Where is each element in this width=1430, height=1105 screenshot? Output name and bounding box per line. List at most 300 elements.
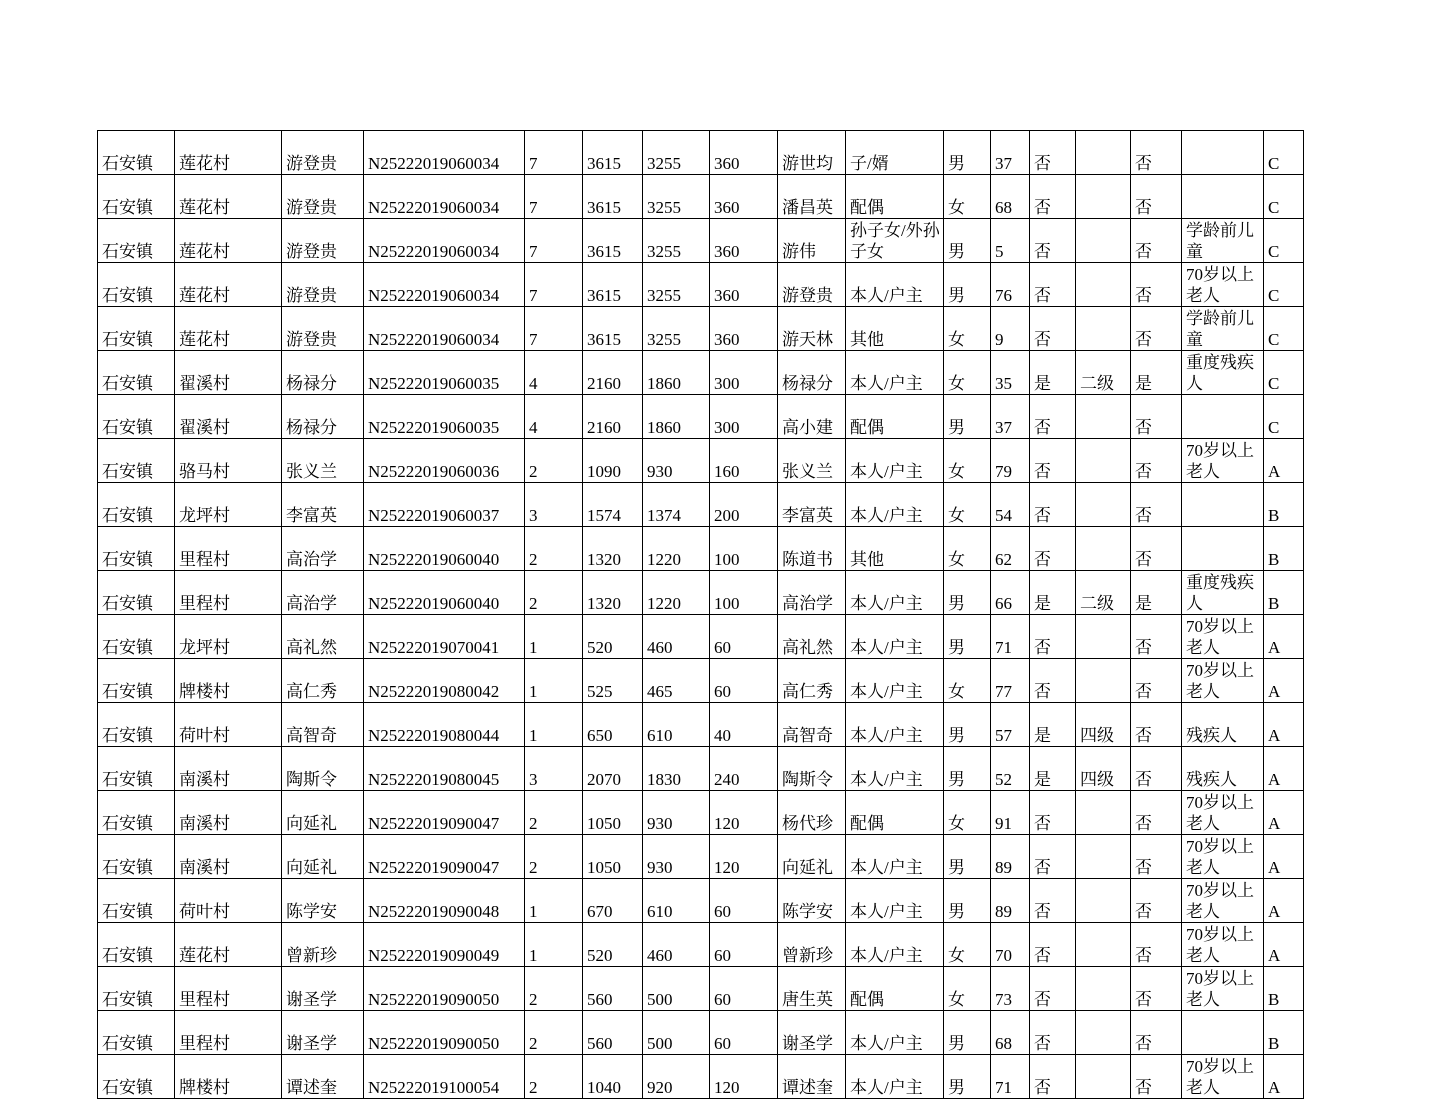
table-cell: 曾新珍 [282,923,364,967]
table-cell: 3 [525,747,583,791]
table-cell: 翟溪村 [175,351,282,395]
table-cell: 本人/户主 [846,351,944,395]
table-cell: 否 [1030,615,1076,659]
table-cell [1076,1055,1131,1099]
table-cell: 游天林 [778,307,846,351]
table-cell: 高礼然 [282,615,364,659]
table-cell [1182,1011,1264,1055]
table-cell: 否 [1131,747,1182,791]
table-cell: 2 [525,835,583,879]
table-cell: 否 [1131,703,1182,747]
table-cell: B [1264,1011,1304,1055]
table-cell: 石安镇 [98,747,175,791]
table-cell [1076,175,1131,219]
table-cell: 高礼然 [778,615,846,659]
table-cell: 2160 [583,351,643,395]
table-cell [1182,483,1264,527]
table-cell: 1040 [583,1055,643,1099]
table-cell: 89 [991,879,1030,923]
table-cell: 本人/户主 [846,703,944,747]
table-row [98,703,1304,747]
table-cell: 1050 [583,791,643,835]
table-cell: 120 [710,1055,778,1099]
table-cell: 2070 [583,747,643,791]
table-cell: 70岁以上老人 [1182,879,1264,923]
table-cell [1076,483,1131,527]
table-cell: C [1264,219,1304,263]
table-cell: N25222019090049 [364,923,525,967]
table-cell: 360 [710,131,778,175]
table-cell: B [1264,967,1304,1011]
table-cell: 游登贵 [778,263,846,307]
table-cell: 否 [1131,791,1182,835]
table-cell: 否 [1030,527,1076,571]
table-cell: 张义兰 [778,439,846,483]
table-cell [1182,395,1264,439]
table-cell: 3255 [643,263,710,307]
table-cell [1076,879,1131,923]
table-cell: 石安镇 [98,439,175,483]
table-cell: A [1264,439,1304,483]
table-cell [1076,439,1131,483]
table-cell: 高仁秀 [282,659,364,703]
table-cell: 男 [944,219,991,263]
table-cell: 120 [710,835,778,879]
table-cell: 石安镇 [98,835,175,879]
table-row [98,351,1304,395]
table-cell: 60 [710,967,778,1011]
table-cell: 1 [525,659,583,703]
table-cell: 高智奇 [778,703,846,747]
table-cell: 60 [710,879,778,923]
table-cell: 女 [944,659,991,703]
table-cell: 54 [991,483,1030,527]
table-cell: 否 [1131,1055,1182,1099]
table-cell: 2 [525,571,583,615]
table-cell: 360 [710,263,778,307]
table-cell: 男 [944,747,991,791]
table-cell: 男 [944,703,991,747]
table-cell: 否 [1131,307,1182,351]
table-cell: B [1264,527,1304,571]
table-cell: 460 [643,923,710,967]
table-cell: 920 [643,1055,710,1099]
table-cell: 3255 [643,175,710,219]
table-cell: 向延礼 [282,791,364,835]
table-cell: 女 [944,527,991,571]
table-row [98,835,1304,879]
table-cell: A [1264,1055,1304,1099]
table-cell: 本人/户主 [846,1055,944,1099]
table-cell: 否 [1030,967,1076,1011]
table-cell: 1320 [583,571,643,615]
table-cell: 配偶 [846,395,944,439]
table-cell [1076,219,1131,263]
table-cell: 四级 [1076,747,1131,791]
table-cell: B [1264,571,1304,615]
table-cell: N25222019090048 [364,879,525,923]
table-cell: 2160 [583,395,643,439]
table-cell: 莲花村 [175,263,282,307]
table-cell: 100 [710,527,778,571]
table-cell: N25222019060040 [364,527,525,571]
table-cell: 71 [991,1055,1030,1099]
table-cell: 否 [1030,483,1076,527]
table-cell: 是 [1030,571,1076,615]
table-cell: 石安镇 [98,923,175,967]
table-cell: 300 [710,351,778,395]
table-cell: 1860 [643,395,710,439]
table-cell: 68 [991,1011,1030,1055]
table-cell: 1 [525,923,583,967]
table-cell: N25222019060037 [364,483,525,527]
table-cell: 40 [710,703,778,747]
table-cell: 否 [1030,175,1076,219]
table-cell: 男 [944,615,991,659]
table-cell: A [1264,879,1304,923]
table-cell: 高治学 [282,527,364,571]
table-cell [1076,923,1131,967]
table-cell: 否 [1131,527,1182,571]
table-cell: 57 [991,703,1030,747]
table-cell: 子/婿 [846,131,944,175]
table-cell: 女 [944,791,991,835]
table-cell: 陶斯令 [778,747,846,791]
table-cell: 本人/户主 [846,879,944,923]
table-cell: 73 [991,967,1030,1011]
table-cell: C [1264,351,1304,395]
table-cell: 骆马村 [175,439,282,483]
table-cell: 高智奇 [282,703,364,747]
table-cell: 二级 [1076,571,1131,615]
table-cell: 3615 [583,175,643,219]
table-cell: 高治学 [282,571,364,615]
table-cell: 1220 [643,527,710,571]
table-cell: 男 [944,131,991,175]
table-cell: 否 [1131,923,1182,967]
table-cell: 二级 [1076,351,1131,395]
table-cell: 否 [1030,791,1076,835]
table-cell: 本人/户主 [846,659,944,703]
table-cell: 62 [991,527,1030,571]
table-cell: N25222019060040 [364,571,525,615]
table-cell: 2 [525,439,583,483]
table-cell: 本人/户主 [846,483,944,527]
table-cell: 610 [643,879,710,923]
roster-body [98,131,1304,1099]
table-cell: 3615 [583,307,643,351]
table-cell: 1830 [643,747,710,791]
table-cell: A [1264,923,1304,967]
table-cell: 女 [944,307,991,351]
table-cell: 5 [991,219,1030,263]
table-cell: 300 [710,395,778,439]
table-cell: 2 [525,1011,583,1055]
table-cell: 男 [944,395,991,439]
table-cell: 1320 [583,527,643,571]
table-cell: 游世均 [778,131,846,175]
table-cell: 4 [525,395,583,439]
table-cell: N25222019070041 [364,615,525,659]
table-cell: N25222019080044 [364,703,525,747]
table-cell: 石安镇 [98,263,175,307]
table-cell: 男 [944,263,991,307]
table-cell: 是 [1131,571,1182,615]
table-cell: 60 [710,615,778,659]
table-cell: 杨禄分 [282,395,364,439]
table-cell: 76 [991,263,1030,307]
table-cell: A [1264,747,1304,791]
table-cell [1182,131,1264,175]
table-cell: 重度残疾人 [1182,571,1264,615]
table-cell: 1 [525,703,583,747]
table-cell: 1860 [643,351,710,395]
table-cell: A [1264,615,1304,659]
table-cell: 男 [944,1055,991,1099]
table-row [98,967,1304,1011]
table-cell: 陶斯令 [282,747,364,791]
table-cell: 学龄前儿童 [1182,219,1264,263]
table-cell: 本人/户主 [846,835,944,879]
table-cell: N25222019100054 [364,1055,525,1099]
table-cell: N25222019060036 [364,439,525,483]
table-cell: 70岁以上老人 [1182,615,1264,659]
table-cell: 石安镇 [98,219,175,263]
table-cell: 3255 [643,219,710,263]
table-cell: 否 [1131,1011,1182,1055]
table-cell: 37 [991,395,1030,439]
table-cell: N25222019060034 [364,263,525,307]
table-cell: 160 [710,439,778,483]
table-cell: N25222019090050 [364,967,525,1011]
table-cell: 石安镇 [98,1011,175,1055]
table-cell: 60 [710,659,778,703]
table-cell: N25222019060035 [364,395,525,439]
table-cell: 60 [710,1011,778,1055]
table-cell: 否 [1131,615,1182,659]
table-cell: 女 [944,923,991,967]
table-cell: 龙坪村 [175,615,282,659]
table-cell: 70岁以上老人 [1182,835,1264,879]
table-cell: 牌楼村 [175,1055,282,1099]
table-cell: 是 [1030,351,1076,395]
table-cell: 否 [1131,395,1182,439]
table-cell: 配偶 [846,791,944,835]
table-cell: C [1264,131,1304,175]
table-cell: 杨禄分 [282,351,364,395]
table-cell: 60 [710,923,778,967]
table-cell: 70 [991,923,1030,967]
table-row [98,791,1304,835]
table-cell: 陈道书 [778,527,846,571]
table-cell: 向延礼 [778,835,846,879]
table-cell: 莲花村 [175,131,282,175]
table-cell: 2 [525,791,583,835]
table-cell [1182,527,1264,571]
table-cell: 610 [643,703,710,747]
table-cell: 男 [944,1011,991,1055]
table-cell: 否 [1131,175,1182,219]
table-cell: 7 [525,131,583,175]
table-cell: N25222019060034 [364,307,525,351]
table-cell: 否 [1030,923,1076,967]
table-cell: 2 [525,1055,583,1099]
table-cell: 其他 [846,527,944,571]
table-cell [1076,659,1131,703]
table-cell: 荷叶村 [175,703,282,747]
table-cell: 9 [991,307,1030,351]
table-cell [1076,1011,1131,1055]
table-cell: 牌楼村 [175,659,282,703]
table-cell: 本人/户主 [846,923,944,967]
table-cell: 7 [525,219,583,263]
table-cell: 莲花村 [175,923,282,967]
table-cell: 7 [525,263,583,307]
table-cell: 李富英 [282,483,364,527]
table-cell: 否 [1030,395,1076,439]
table-cell: 残疾人 [1182,703,1264,747]
table-cell: 里程村 [175,527,282,571]
table-cell: 本人/户主 [846,1011,944,1055]
table-cell: 70岁以上老人 [1182,659,1264,703]
table-row [98,923,1304,967]
table-cell: 女 [944,175,991,219]
table-cell: 男 [944,571,991,615]
table-cell: 3255 [643,131,710,175]
table-cell: 520 [583,615,643,659]
table-cell: 游登贵 [282,263,364,307]
table-cell: 460 [643,615,710,659]
table-cell: 本人/户主 [846,747,944,791]
table-cell: B [1264,483,1304,527]
table-cell: C [1264,307,1304,351]
table-cell: C [1264,263,1304,307]
table-cell: 100 [710,571,778,615]
table-row [98,659,1304,703]
table-cell: 石安镇 [98,659,175,703]
table-cell: 游登贵 [282,219,364,263]
table-cell: N25222019060034 [364,175,525,219]
table-cell: 否 [1030,219,1076,263]
table-row [98,263,1304,307]
table-cell: 莲花村 [175,307,282,351]
table-cell: 石安镇 [98,571,175,615]
table-cell: 石安镇 [98,967,175,1011]
table-cell: 石安镇 [98,351,175,395]
table-cell: 70岁以上老人 [1182,967,1264,1011]
table-cell: 游登贵 [282,175,364,219]
table-cell: C [1264,175,1304,219]
table-cell: 残疾人 [1182,747,1264,791]
table-row [98,1011,1304,1055]
table-cell: 莲花村 [175,219,282,263]
table-cell: 1374 [643,483,710,527]
table-cell: 石安镇 [98,879,175,923]
table-cell: N25222019060034 [364,219,525,263]
table-cell: 莲花村 [175,175,282,219]
table-cell: 男 [944,879,991,923]
table-cell: 里程村 [175,1011,282,1055]
table-row [98,571,1304,615]
table-cell: 930 [643,835,710,879]
table-cell: 女 [944,439,991,483]
table-cell: 525 [583,659,643,703]
table-cell: 4 [525,351,583,395]
table-cell: 560 [583,1011,643,1055]
table-cell [1182,175,1264,219]
table-cell: 翟溪村 [175,395,282,439]
table-cell: 1220 [643,571,710,615]
table-cell: N25222019090050 [364,1011,525,1055]
table-cell [1076,835,1131,879]
table-cell: 3615 [583,263,643,307]
table-cell: 其他 [846,307,944,351]
table-cell: A [1264,791,1304,835]
table-cell: 石安镇 [98,175,175,219]
table-cell [1076,307,1131,351]
table-cell: 是 [1030,747,1076,791]
table-cell: 游登贵 [282,307,364,351]
table-cell: 70岁以上老人 [1182,923,1264,967]
table-cell: 670 [583,879,643,923]
table-cell: 7 [525,307,583,351]
table-cell: 52 [991,747,1030,791]
table-cell: 200 [710,483,778,527]
table-row [98,483,1304,527]
table-cell: 男 [944,835,991,879]
table-cell: 南溪村 [175,747,282,791]
table-row [98,439,1304,483]
table-cell: 70岁以上老人 [1182,791,1264,835]
table-cell: 1090 [583,439,643,483]
table-cell: 3615 [583,219,643,263]
table-cell: 游伟 [778,219,846,263]
table-cell: N25222019090047 [364,791,525,835]
table-cell: 否 [1131,131,1182,175]
table-cell: 本人/户主 [846,439,944,483]
table-row [98,747,1304,791]
table-cell: 否 [1030,879,1076,923]
table-cell: 否 [1131,439,1182,483]
table-row [98,395,1304,439]
table-cell: 向延礼 [282,835,364,879]
table-cell: 3255 [643,307,710,351]
table-cell: 否 [1131,219,1182,263]
table-cell: 高仁秀 [778,659,846,703]
table-cell: 35 [991,351,1030,395]
table-cell: 石安镇 [98,307,175,351]
table-cell: 南溪村 [175,791,282,835]
table-cell: 1050 [583,835,643,879]
table-cell: 1574 [583,483,643,527]
table-cell: 79 [991,439,1030,483]
table-cell: 89 [991,835,1030,879]
table-cell: 70岁以上老人 [1182,263,1264,307]
table-cell: 否 [1030,263,1076,307]
table-cell: 谢圣学 [282,967,364,1011]
table-cell: 荷叶村 [175,879,282,923]
table-cell: 石安镇 [98,615,175,659]
table-cell: 465 [643,659,710,703]
table-cell: 否 [1030,1011,1076,1055]
table-cell: 否 [1131,659,1182,703]
table-cell [1076,615,1131,659]
table-cell: N25222019090047 [364,835,525,879]
table-cell: 游登贵 [282,131,364,175]
table-cell: 女 [944,351,991,395]
table-cell: 2 [525,967,583,1011]
table-cell: N25222019080045 [364,747,525,791]
